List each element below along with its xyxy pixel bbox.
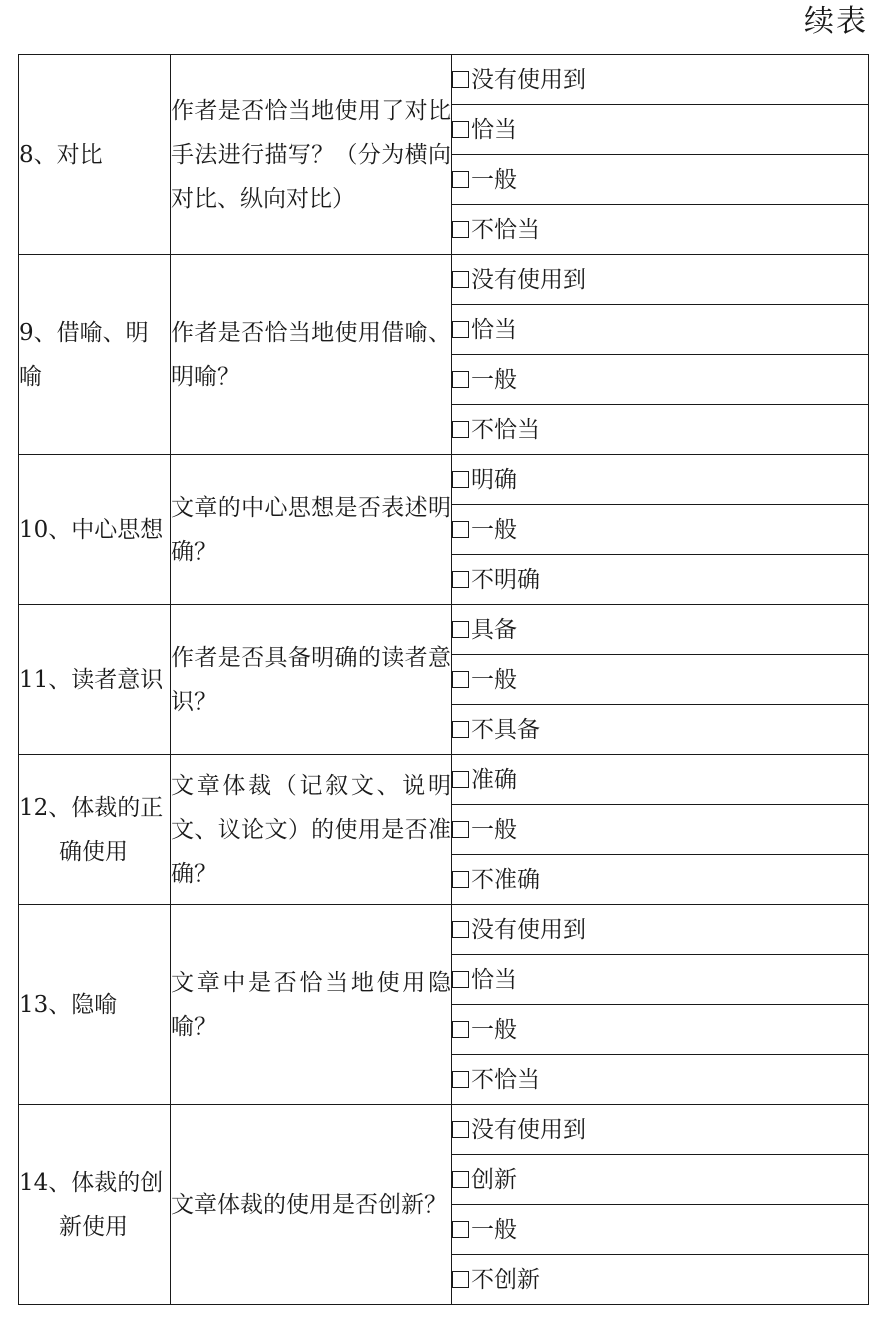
checkbox[interactable] [452,671,469,688]
option-label: 一般 [471,516,517,543]
option-label: 恰当 [471,966,517,993]
question-text: 作者是否恰当地使用借喻、明喻？ [171,319,451,390]
option-cell[interactable] [452,955,869,1005]
checkbox[interactable] [452,271,469,288]
checkbox[interactable] [452,471,469,488]
criterion-cell [19,255,171,455]
criterion-label: 10、中心思想 [19,516,164,543]
option-cell[interactable] [452,655,869,705]
option-label: 没有使用到 [471,1116,586,1143]
checkbox[interactable] [452,221,469,238]
option-cell[interactable] [452,805,869,855]
table-row [19,255,869,305]
option-label: 没有使用到 [471,916,586,943]
option-label: 明确 [471,466,517,493]
option-cell[interactable] [452,405,869,455]
option-cell[interactable] [452,455,869,505]
option-label: 不具备 [471,716,540,743]
option-cell[interactable] [452,155,869,205]
checkbox[interactable] [452,921,469,938]
option-cell[interactable] [452,1255,869,1305]
option-cell[interactable] [452,205,869,255]
question-cell [171,55,452,255]
criterion-label: 13、隐喻 [19,991,118,1018]
checkbox[interactable] [452,771,469,788]
criterion-cell [19,55,171,255]
question-text: 文章中是否恰当地使用隐喻？ [171,969,451,1040]
question-text: 作者是否恰当地使用了对比手法进行描写？（分为横向对比、纵向对比） [171,97,451,212]
criterion-cell [19,1105,171,1305]
option-cell[interactable] [452,505,869,555]
table-row [19,55,869,105]
question-cell [171,255,452,455]
checkbox[interactable] [452,321,469,338]
checkbox[interactable] [452,721,469,738]
option-label: 不恰当 [471,1066,540,1093]
option-label: 不明确 [471,566,540,593]
criterion-label: 12、体裁的正确使用 [19,794,164,865]
question-text: 文章体裁的使用是否创新？ [171,1191,447,1218]
evaluation-table [18,54,869,1305]
criterion-cell [19,605,171,755]
question-cell [171,605,452,755]
question-cell [171,905,452,1105]
option-cell[interactable] [452,755,869,805]
option-label: 一般 [471,366,517,393]
option-cell[interactable] [452,355,869,405]
table-row [19,455,869,505]
option-cell[interactable] [452,905,869,955]
option-cell[interactable] [452,855,869,905]
criterion-cell [19,455,171,605]
checkbox[interactable] [452,371,469,388]
checkbox[interactable] [452,121,469,138]
option-cell[interactable] [452,1105,869,1155]
option-label: 不恰当 [471,216,540,243]
table-row [19,905,869,955]
option-label: 具备 [471,616,517,643]
checkbox[interactable] [452,871,469,888]
criterion-cell [19,905,171,1105]
checkbox[interactable] [452,1021,469,1038]
question-text: 作者是否具备明确的读者意识？ [171,644,451,715]
criterion-label: 8、对比 [19,141,103,168]
option-label: 不准确 [471,866,540,893]
option-label: 创新 [471,1166,517,1193]
question-text: 文章的中心思想是否表述明确？ [171,494,451,565]
option-label: 一般 [471,666,517,693]
option-label: 恰当 [471,116,517,143]
option-label: 一般 [471,166,517,193]
option-label: 一般 [471,1016,517,1043]
option-label: 不创新 [471,1266,540,1293]
option-label: 没有使用到 [471,266,586,293]
option-cell[interactable] [452,105,869,155]
option-cell[interactable] [452,705,869,755]
criterion-label: 9、借喻、明喻 [19,319,149,390]
option-cell[interactable] [452,305,869,355]
table-row [19,755,869,805]
checkbox[interactable] [452,971,469,988]
question-cell [171,1105,452,1305]
checkbox[interactable] [452,521,469,538]
option-label: 不恰当 [471,416,540,443]
option-label: 恰当 [471,316,517,343]
checkbox[interactable] [452,1171,469,1188]
table-row [19,605,869,655]
table-row [19,1105,869,1155]
option-label: 没有使用到 [471,66,586,93]
option-cell[interactable] [452,1005,869,1055]
checkbox[interactable] [452,1221,469,1238]
option-cell[interactable] [452,55,869,105]
criterion-label: 11、读者意识 [19,666,164,693]
checkbox[interactable] [452,1271,469,1288]
checkbox[interactable] [452,421,469,438]
option-cell[interactable] [452,1205,869,1255]
continued-table-label: 续表 [804,4,868,39]
checkbox[interactable] [452,71,469,88]
criterion-label: 14、体裁的创新使用 [19,1169,164,1240]
option-cell[interactable] [452,605,869,655]
option-cell[interactable] [452,255,869,305]
question-text: 文章体裁（记叙文、说明文、议论文）的使用是否准确？ [171,772,451,887]
checkbox[interactable] [452,1121,469,1138]
question-cell [171,455,452,605]
option-label: 准确 [471,766,517,793]
question-cell [171,755,452,905]
checkbox[interactable] [452,1071,469,1088]
option-label: 一般 [471,1216,517,1243]
checkbox[interactable] [452,821,469,838]
option-cell[interactable] [452,555,869,605]
checkbox[interactable] [452,571,469,588]
option-cell[interactable] [452,1055,869,1105]
checkbox[interactable] [452,621,469,638]
criterion-cell [19,755,171,905]
checkbox[interactable] [452,171,469,188]
option-label: 一般 [471,816,517,843]
option-cell[interactable] [452,1155,869,1205]
